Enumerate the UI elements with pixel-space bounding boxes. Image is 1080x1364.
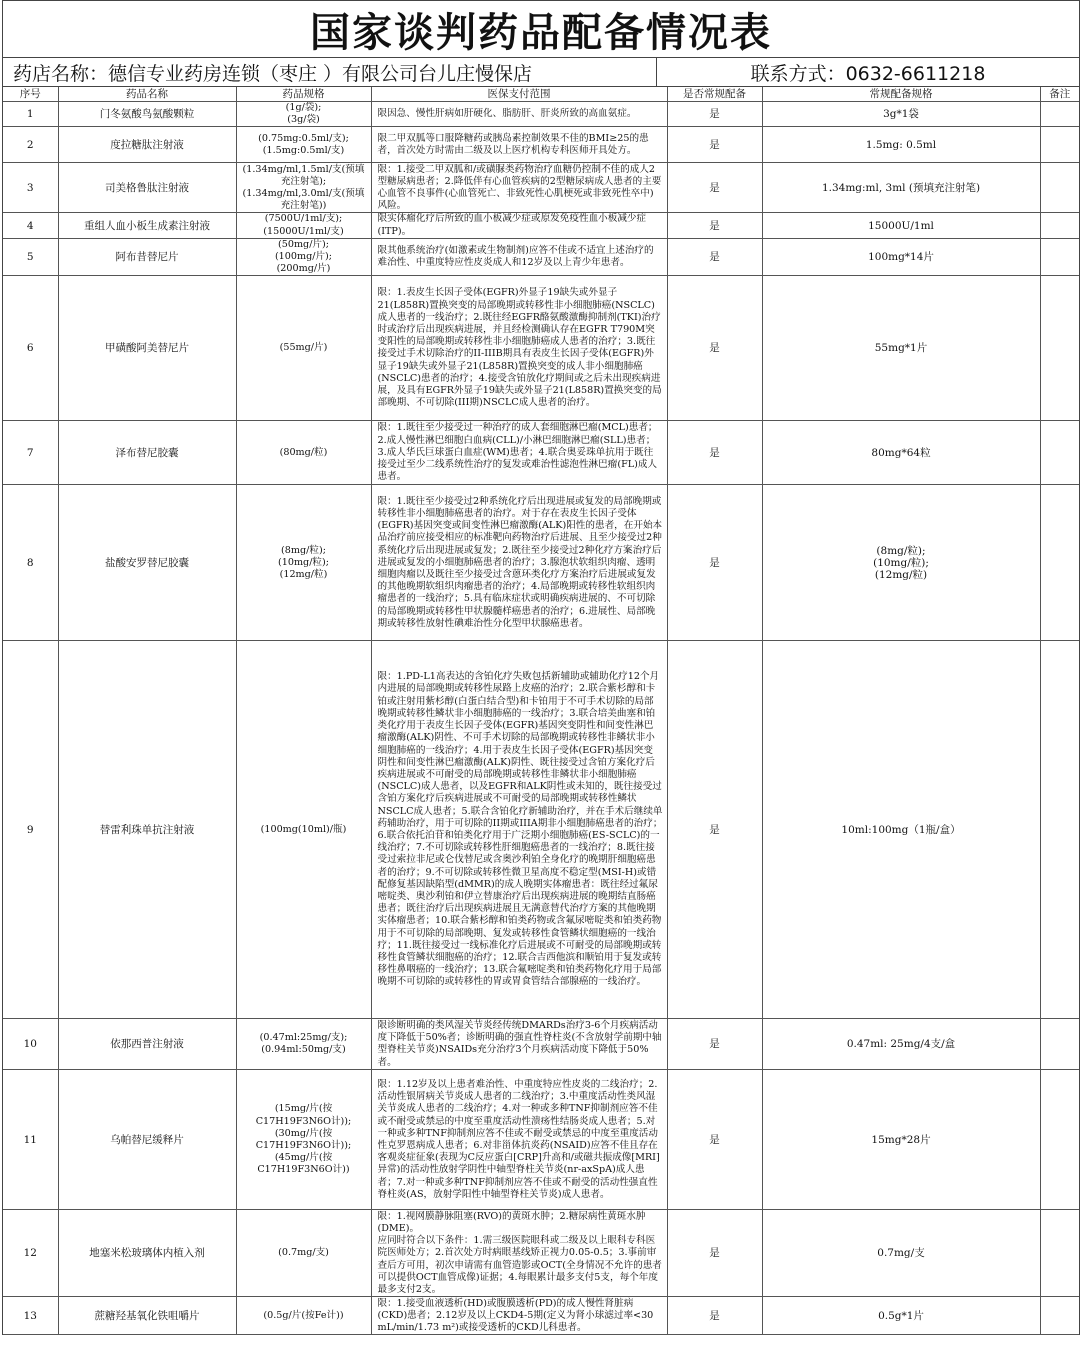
routine-flag: 是: [667, 238, 762, 276]
drug-name: 依那西普注射液: [58, 1019, 236, 1070]
drug-table: [3, 87, 1079, 1335]
drug-name: 乌帕替尼缓释片: [58, 1070, 236, 1210]
routine-spec: 1.5mg: 0.5ml: [762, 127, 1040, 163]
col-header-no: 序号: [3, 87, 58, 102]
drug-spec: (80mg/粒): [236, 421, 371, 485]
remark: [1040, 1210, 1079, 1297]
drug-spec: (0.7mg/支): [236, 1210, 371, 1297]
col-header-scope: 医保支付范围: [371, 87, 667, 102]
routine-flag: 是: [667, 102, 762, 127]
insurance-scope: 限因急、慢性肝病如肝硬化、脂肪肝、肝炎所致的高血氨症。: [371, 102, 667, 127]
remark: [1040, 163, 1079, 213]
insurance-scope: 限诊断明确的类风湿关节炎经传统DMARDs治疗3-6个月疾病活动度下降低于50%者；诊断明确的强直性脊柱炎(不含放射学前期中轴型脊柱关节炎)NSAIDs充分治疗3个月疾病活动度下降低于50%者。: [371, 1019, 667, 1070]
table-row: [3, 1210, 1079, 1297]
drug-name: 门冬氨酸鸟氨酸颗粒: [58, 102, 236, 127]
drug-spec: (0.5g/片(按Fe计)): [236, 1297, 371, 1335]
insurance-scope: 限：1.接受血液透析(HD)或腹膜透析(PD)的成人慢性肾脏病(CKD)患者；2.12岁及以上CKD4-5期(定义为肾小球滤过率<30 mL/min/1.73 m²)或接受透析的CKD儿科患者。: [371, 1297, 667, 1335]
table-header-row: [3, 87, 1079, 102]
col-header-note: 备注: [1040, 87, 1079, 102]
table-body: [3, 102, 1079, 1335]
row-number: 3: [3, 163, 58, 213]
row-number: 4: [3, 213, 58, 238]
table-row: [3, 1070, 1079, 1210]
drug-spec: (100mg(10ml)/瓶): [236, 641, 371, 1019]
routine-flag: 是: [667, 421, 762, 485]
drug-spec: (1.34mg/ml,1.5ml/支(预填充注射笔); (1.34mg/ml,3.0ml/支(预填充注射笔)): [236, 163, 371, 213]
drug-spec: (55mg/片): [236, 276, 371, 421]
routine-spec: 15mg*28片: [762, 1070, 1040, 1210]
routine-flag: 是: [667, 163, 762, 213]
remark: [1040, 1297, 1079, 1335]
insurance-scope: 限：1.PD-L1高表达的含铂化疗失败包括新辅助或辅助化疗12个月内进展的局部晚期或转移性尿路上皮癌的治疗；2.联合紫杉醇和卡铂或注射用紫杉醇(白蛋白结合型)和卡铂用于不可手术切除的局部晚期或转移性鳞状非小细胞肺癌的一线治疗；3.联合培美曲塞和铂类化疗用于表皮生长因子受体(EGFR)基因突变阴性和间变性淋巴瘤激酶(ALK)阴性、不可手术切除的局部晚期或转移性非鳞状非小细胞肺癌的一线治疗；4.用于表皮生长因子受体(EGFR)基因突变阴性和间变性淋巴瘤激酶(ALK)阴性、既往接受过含铂方案化疗后疾病进展或不可耐受的局部晚期或转移性非鳞状非小细胞肺癌(NSCLC)成人患者，以及EGFR和ALK阴性或未知的，既往接受过含铂方案化疗后疾病进展或不可耐受的局部晚期或转移性鳞状NSCLC成人患者；5.联合含铂化疗新辅助治疗，并在手术后继续单药辅助治疗，用于可切除的II期或IIIA期非小细胞肺癌患者的治疗；6.联合依托泊苷和铂类化疗用于广泛期小细胞肺癌(ES-SCLC)的一线治疗；7.不可切除或转移性肝细胞癌患者的一线治疗；8.既往接受过索拉非尼或仑伐替尼或含奥沙利铂全身化疗的晚期肝细胞癌患者的治疗；9.不可切除或转移性微卫星高度不稳定型(MSI-H)或错配修复基因缺陷型(dMMR)的成人晚期实体瘤患者：既往经过氟尿嘧啶类、奥沙利铂和伊立替康治疗后出现疾病进展的晚期结直肠癌患者；既往治疗后出现疾病进展且无满意替代治疗方案的其他晚期实体瘤患者；10.联合紫杉醇和铂类药物或含氟尿嘧啶类和铂类药物用于不可切除的局部晚期、复发或转移性食管鳞状细胞癌的一线治疗；11.既往接受过一线标准化疗后进展或不可耐受的局部晚期或转移性食管鳞状细胞癌的治疗；12.联合吉西他滨和顺铂用于复发或转移性鼻咽癌的一线治疗；13.联合氟嘧啶类和铂类药物化疗用于局部晚期不可切除的或转移性的胃或胃食管结合部腺癌的一线治疗。: [371, 641, 667, 1019]
remark: [1040, 1070, 1079, 1210]
routine-spec: 100mg*14片: [762, 238, 1040, 276]
drug-spec: (0.47ml:25mg/支); (0.94ml:50mg/支): [236, 1019, 371, 1070]
insurance-scope: 限二甲双胍等口服降糖药或胰岛素控制效果不佳的BMI≥25的患者，首次处方时需由二级及以上医疗机构专科医师开具处方。: [371, 127, 667, 163]
drug-name: 替雷利珠单抗注射液: [58, 641, 236, 1019]
insurance-scope: 限：1.视网膜静脉阻塞(RVO)的黄斑水肿；2.糖尿病性黄斑水肿(DME)。 应同时符合以下条件：1.需三级医院眼科或二级及以上眼科专科医院医师处方；2.首次处方时病眼基线矫正视力0.05-0.5；3.事前审查后方可用，初次申请需有血管造影或OCT(全身情况不允许的患者可以提供OCT血管成像)证据；4.每眼累计最多支付5支，每个年度最多支付2支。: [371, 1210, 667, 1297]
store-name: 药店名称：德信专业药房连锁（枣庄 ）有限公司台儿庄慢保店: [3, 58, 657, 86]
drug-name: 蔗糖羟基氧化铁咀嚼片: [58, 1297, 236, 1335]
drug-name: 重组人血小板生成素注射液: [58, 213, 236, 238]
drug-name: 泽布替尼胶囊: [58, 421, 236, 485]
table-row: [3, 163, 1079, 213]
routine-flag: 是: [667, 1019, 762, 1070]
routine-flag: 是: [667, 127, 762, 163]
col-header-name: 药品名称: [58, 87, 236, 102]
insurance-scope: 限实体瘤化疗后所致的血小板减少症或原发免疫性血小板减少症(ITP)。: [371, 213, 667, 238]
row-number: 6: [3, 276, 58, 421]
routine-spec: 0.47ml: 25mg/4支/盒: [762, 1019, 1040, 1070]
row-number: 7: [3, 421, 58, 485]
routine-flag: 是: [667, 1210, 762, 1297]
routine-spec: 15000U/1ml: [762, 213, 1040, 238]
table-row: [3, 1019, 1079, 1070]
routine-flag: 是: [667, 276, 762, 421]
drug-name: 阿布昔替尼片: [58, 238, 236, 276]
col-header-routine: 是否常规配备: [667, 87, 762, 102]
table-row: [3, 127, 1079, 163]
drug-name: 度拉糖肽注射液: [58, 127, 236, 163]
table-row: [3, 276, 1079, 421]
routine-flag: 是: [667, 485, 762, 641]
insurance-scope: 限：1.12岁及以上患者难治性、中重度特应性皮炎的二线治疗；2.活动性银屑病关节炎成人患者的二线治疗；3.中重度活动性类风湿关节炎成人患者的二线治疗；4.对一种或多种TNF抑制剂应答不佳或不耐受或禁忌的中度至重度活动性溃疡性结肠炎成人患者；5.对一种或多种TNF抑制剂应答不佳或不耐受或禁忌的中度至重度活动性克罗恩病成人患者；6.对非甾体抗炎药(NSAID)应答不佳且存在客观炎症征象(表现为C反应蛋白[CRP]升高和/或磁共振成像[MRI]异常)的活动性放射学阴性中轴型脊柱关节炎(nr-axSpA)成人患者；7.对一种或多种TNF抑制剂应答不佳或不耐受的活动性强直性脊柱炎(AS，放射学阳性中轴型脊柱关节炎)成人患者。: [371, 1070, 667, 1210]
drug-spec: (0.75mg:0.5ml/支); (1.5mg:0.5ml/支): [236, 127, 371, 163]
drug-spec: (8mg/粒); (10mg/粒); (12mg/粒): [236, 485, 371, 641]
remark: [1040, 421, 1079, 485]
routine-spec: (8mg/粒); (10mg/粒); (12mg/粒): [762, 485, 1040, 641]
col-header-spec: 药品规格: [236, 87, 371, 102]
row-number: 10: [3, 1019, 58, 1070]
table-row: [3, 102, 1079, 127]
remark: [1040, 1019, 1079, 1070]
table-row: [3, 238, 1079, 276]
row-number: 9: [3, 641, 58, 1019]
table-row: [3, 1297, 1079, 1335]
routine-spec: 55mg*1片: [762, 276, 1040, 421]
table-row: [3, 421, 1079, 485]
drug-table-sheet: [2, 0, 1080, 1335]
remark: [1040, 102, 1079, 127]
routine-flag: 是: [667, 1070, 762, 1210]
insurance-scope: 限：1.接受二甲双胍和/或磺脲类药物治疗血糖仍控制不佳的成人2型糖尿病患者；2.降低伴有心血管疾病的2型糖尿病成人患者的主要心血管不良事件(心血管死亡、非致死性心肌梗死或非致死性卒中)风险。: [371, 163, 667, 213]
row-number: 8: [3, 485, 58, 641]
routine-spec: 80mg*64粒: [762, 421, 1040, 485]
col-header-plan: 常规配备规格: [762, 87, 1040, 102]
table-row: [3, 485, 1079, 641]
drug-name: 地塞米松玻璃体内植入剂: [58, 1210, 236, 1297]
drug-spec: (1g/袋); (3g/袋): [236, 102, 371, 127]
routine-spec: 0.7mg/支: [762, 1210, 1040, 1297]
remark: [1040, 238, 1079, 276]
insurance-scope: 限其他系统治疗(如激素或生物制剂)应答不佳或不适宜上述治疗的难治性、中重度特应性皮炎成人和12岁及以上青少年患者。: [371, 238, 667, 276]
table-row: [3, 213, 1079, 238]
remark: [1040, 127, 1079, 163]
routine-flag: 是: [667, 213, 762, 238]
drug-spec: (15mg/片(按C17H19F3N6O计)); (30mg/片(按C17H19F3N6O计)); (45mg/片(按C17H19F3N6O计)): [236, 1070, 371, 1210]
insurance-scope: 限：1.既往至少接受过一种治疗的成人套细胞淋巴瘤(MCL)患者；2.成人慢性淋巴细胞白血病(CLL)/小淋巴细胞淋巴瘤(SLL)患者；3.成人华氏巨球蛋白血症(WM)患者；4.联合奥妥珠单抗用于既往接受过至少二线系统性治疗的复发或难治性滤泡性淋巴瘤(FL)成人患者。: [371, 421, 667, 485]
row-number: 12: [3, 1210, 58, 1297]
table-row: [3, 641, 1079, 1019]
routine-flag: 是: [667, 1297, 762, 1335]
routine-flag: 是: [667, 641, 762, 1019]
remark: [1040, 213, 1079, 238]
insurance-scope: 限：1.既往至少接受过2种系统化疗后出现进展或复发的局部晚期或转移性非小细胞肺癌患者的治疗。对于存在表皮生长因子受体(EGFR)基因突变或间变性淋巴瘤激酶(ALK)阳性的患者，在开始本品治疗前应接受相应的标准靶向药物治疗后进展、且至少接受过2种系统化疗后出现进展或复发；2.既往至少接受过2种化疗方案治疗后进展或复发的小细胞肺癌患者的治疗；3.腺泡状软组织肉瘤、透明细胞肉瘤以及既往至少接受过含蒽环类化疗方案治疗后进展或复发的其他晚期软组织肉瘤患者的治疗；4.局部晚期或转移性软组织肉瘤患者的一线治疗；5.具有临床症状或明确疾病进展的、不可切除的局部晚期或转移性甲状腺髓样癌患者的治疗；6.进展性、局部晚期或转移性放射性碘难治性分化型甲状腺癌患者。: [371, 485, 667, 641]
remark: [1040, 276, 1079, 421]
row-number: 1: [3, 102, 58, 127]
routine-spec: 3g*1袋: [762, 102, 1040, 127]
drug-name: 盐酸安罗替尼胶囊: [58, 485, 236, 641]
drug-name: 甲磺酸阿美替尼片: [58, 276, 236, 421]
remark: [1040, 641, 1079, 1019]
routine-spec: 1.34mg:ml, 3ml (预填充注射笔): [762, 163, 1040, 213]
row-number: 11: [3, 1070, 58, 1210]
row-number: 13: [3, 1297, 58, 1335]
insurance-scope: 限：1.表皮生长因子受体(EGFR)外显子19缺失或外显子21(L858R)置换突变的局部晚期或转移性非小细胞肺癌(NSCLC)成人患者的一线治疗；2.既往经EGFR酪氨酸激酶抑制剂(TKI)治疗时或治疗后出现疾病进展，并且经检测确认存在EGFR T790M突变阳性的局部晚期或转移性非小细胞肺癌成人患者的治疗；3.既往接受过手术切除治疗的II-IIIB期具有表皮生长因子受体(EGFR)外显子19缺失或外显子21(L858R)置换突变的成人非小细胞肺癌(NSCLC)患者的治疗；4.接受含铂放化疗期间或之后未出现疾病进展，及具有EGFR外显子19缺失或外显子21(L858R)置换突变的局部晚期、不可切除(III期)NSCLC成人患者的治疗。: [371, 276, 667, 421]
row-number: 2: [3, 127, 58, 163]
row-number: 5: [3, 238, 58, 276]
drug-name: 司美格鲁肽注射液: [58, 163, 236, 213]
drug-spec: (50mg/片); (100mg/片); (200mg/片): [236, 238, 371, 276]
routine-spec: 0.5g*1片: [762, 1297, 1040, 1335]
remark: [1040, 485, 1079, 641]
contact-info: 联系方式：0632-6611218: [750, 62, 986, 85]
info-bar: [3, 58, 1079, 87]
page-title: 国家谈判药品配备情况表: [3, 1, 1079, 58]
routine-spec: 10ml:100mg（1瓶/盒）: [762, 641, 1040, 1019]
drug-spec: (7500U/1ml/支); (15000U/1ml/支): [236, 213, 371, 238]
